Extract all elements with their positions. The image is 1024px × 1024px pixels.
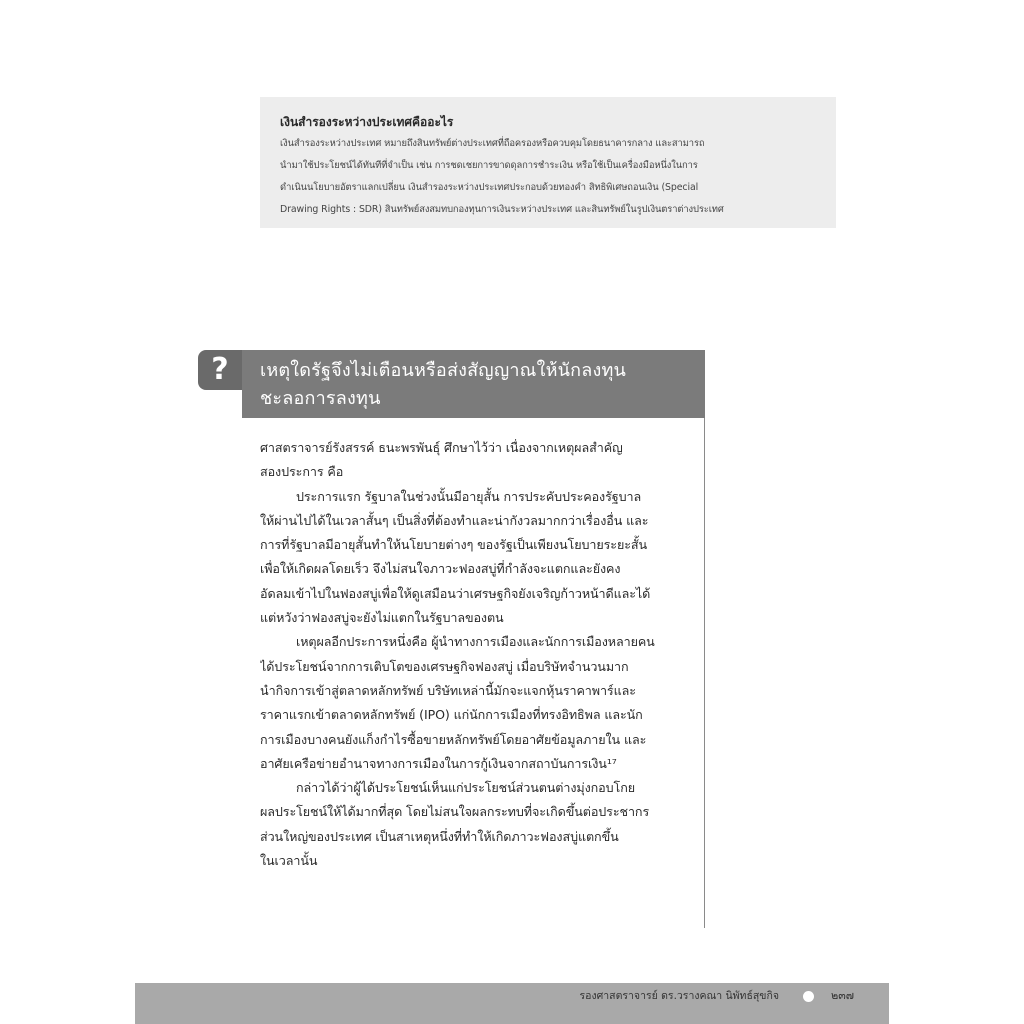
body-line: ผลประโยชน์ให้ได้มากที่สุด โดยไม่สนใจผลกระทบที่จะเกิดขึ้นต่อประชากร xyxy=(260,804,650,820)
body-line: ราคาแรกเข้าตลาดหลักทรัพย์ (IPO) แก่นักการเมืองที่ทรงอิทธิพล และนัก xyxy=(260,707,643,723)
body-line: เหตุผลอีกประการหนึ่งคือ ผู้นำทางการเมืองและนักการเมืองหลายคน xyxy=(296,634,655,650)
question-title-line-2: ชะลอการลงทุน xyxy=(260,388,381,409)
body-line: สองประการ คือ xyxy=(260,464,344,480)
body-line: ได้ประโยชน์จากการเติบโตของเศรษฐกิจฟองสบู่ เมื่อบริษัทจำนวนมาก xyxy=(260,658,629,674)
definition-line: Drawing Rights : SDR) สินทรัพย์สงสมทบกองทุนการเงินระหว่างประเทศ และสินทรัพย์ในรูปเงินตราต่างประเทศ xyxy=(280,204,724,215)
definition-line: นำมาใช้ประโยชน์ได้ทันทีที่จำเป็น เช่น การชดเชยการขาดดุลการชำระเงิน หรือใช้เป็นเครื่องมือหนึ่งในการ xyxy=(280,160,698,171)
definition-title: เงินสำรองระหว่างประเทศคืออะไร xyxy=(280,115,454,129)
page-footer xyxy=(135,983,889,1024)
footer-author: รองศาสตราจารย์ ดร.วรางคณา นิพัทธ์สุขกิจ xyxy=(579,990,779,1002)
body-line: แต่หวังว่าฟองสบู่จะยังไม่แตกในรัฐบาลของตน xyxy=(260,610,504,626)
body-line: เพื่อให้เกิดผลโดยเร็ว จึงไม่สนใจภาวะฟองสบู่ที่กำลังจะแตกและยังคง xyxy=(260,561,621,577)
question-heading xyxy=(242,350,705,418)
body-line: ศาสตราจารย์รังสรรค์ ธนะพรพันธุ์ ศึกษาไว้ว่า เนื่องจากเหตุผลสำคัญ xyxy=(260,440,623,455)
body-line: การที่รัฐบาลมีอายุสั้นทำให้นโยบายต่างๆ ของรัฐเป็นเพียงนโยบายระยะสั้น xyxy=(260,537,648,553)
definition-box xyxy=(260,97,836,228)
body-line: นำกิจการเข้าสู่ตลาดหลักทรัพย์ บริษัทเหล่านี้มักจะแจกหุ้นราคาพาร์และ xyxy=(260,682,636,698)
body-line: การเมืองบางคนยังแก็งกำไรซื้อขายหลักทรัพย์โดยอาศัยข้อมูลภายใน และ xyxy=(260,731,647,747)
definition-line: ดำเนินนโยบายอัตราแลกเปลี่ยน เงินสำรองระหว่างประเทศประกอบด้วยทองคำ สิทธิพิเศษถอนเงิน (Special xyxy=(280,182,699,193)
definition-line: เงินสำรองระหว่างประเทศ หมายถึงสินทรัพย์ต่างประเทศที่ถือครองหรือควบคุมโดยธนาคารกลาง และสามารถ xyxy=(280,138,705,149)
question-title-line-1: เหตุใดรัฐจึงไม่เตือนหรือส่งสัญญาณให้นักลงทุน xyxy=(260,360,627,381)
body-line: ในเวลานั้น xyxy=(260,853,318,869)
section-vertical-rule xyxy=(704,418,705,928)
body-line: อัดลมเข้าไปในฟองสบู่เพื่อให้ดูเสมือนว่าเศรษฐกิจยังเจริญก้าวหน้าดีและได้ xyxy=(260,585,651,601)
page-number: ๒๓๗ xyxy=(830,989,854,1002)
footer-dot-icon xyxy=(803,991,814,1002)
body-line: ส่วนใหญ่ของประเทศ เป็นสาเหตุหนึ่งที่ทำให้เกิดภาวะฟองสบู่แตกขึ้น xyxy=(260,828,619,844)
question-mark-icon: ? xyxy=(198,350,242,390)
body-line: อาศัยเครือข่ายอำนาจทางการเมืองในการกู้เงินจากสถาบันการเงิน¹⁷ xyxy=(260,755,617,771)
definition-text xyxy=(280,133,818,221)
body-line: ประการแรก รัฐบาลในช่วงนั้นมีอายุสั้น การประคับประคองรัฐบาล xyxy=(296,488,642,504)
body-line: กล่าวได้ว่าผู้ได้ประโยชน์เห็นแก่ประโยชน์ส่วนตนต่างมุ่งกอบโกย xyxy=(296,780,635,796)
body-text xyxy=(260,436,690,873)
body-line: ให้ผ่านไปได้ในเวลาสั้นๆ เป็นสิ่งที่ต้องทำและน่ากังวลมากกว่าเรื่องอื่น และ xyxy=(260,512,649,528)
